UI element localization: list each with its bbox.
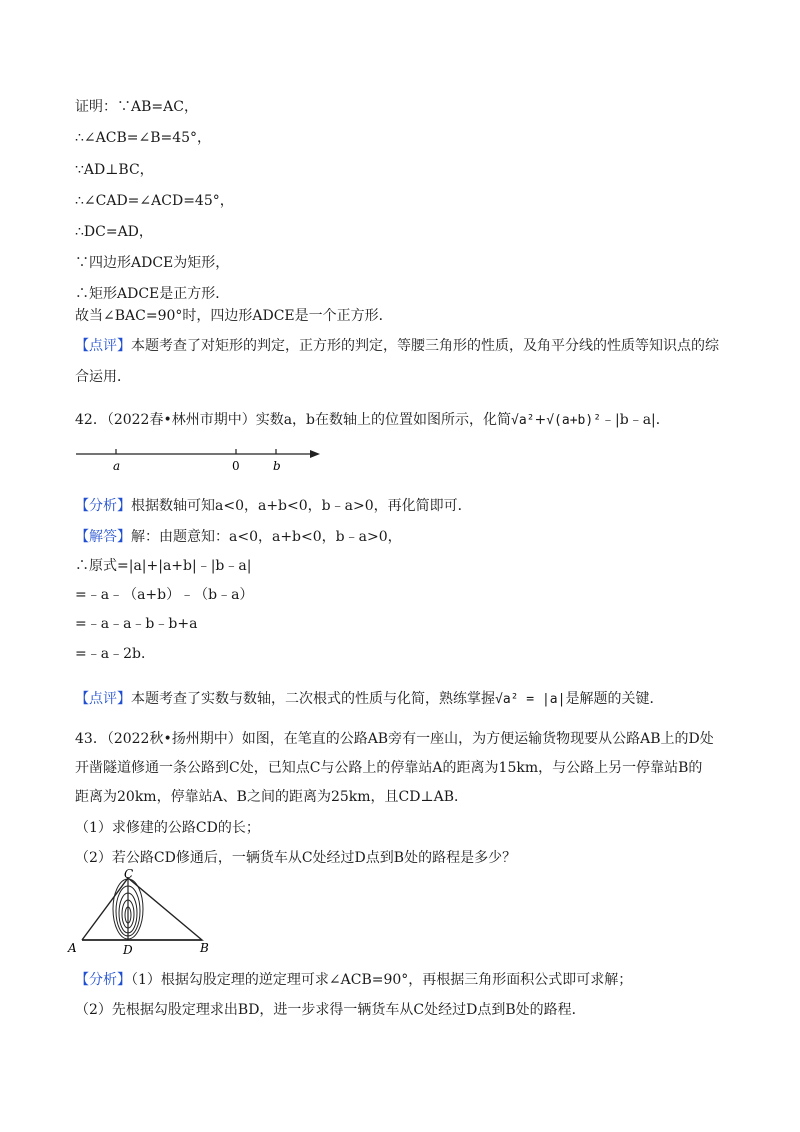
analysis-text-1: （1）根据勾股定理的逆定理可求∠ACB=90°，再根据三角形面积公式即可求解； — [131, 972, 633, 988]
proof-line-6: ∵四边形ADCE为矩形， — [75, 255, 230, 271]
proof-line-5: ∴DC=AD， — [75, 224, 153, 240]
axis-label-zero: 0 — [232, 459, 240, 473]
review-tag: 【点评】 — [75, 338, 131, 354]
review-text: 本题考查了实数与数轴，二次根式的性质与化简，熟练掌握 — [131, 691, 495, 707]
axis-label-a: a — [113, 459, 121, 473]
analysis-tag: 【分析】 — [75, 498, 131, 514]
q43-stem-line-2: 开凿隧道修通一条公路到C处，已知点C与公路上的停靠站A的距离为15km，与公路上另一停靠站B的 — [75, 760, 703, 776]
q42-stem — [75, 410, 670, 431]
label-a: A — [68, 941, 77, 955]
q43-part-1: （1）求修建的公路CD的长； — [75, 820, 260, 836]
q42-stem-text: 42．（2022春•林州市期中）实数a，b在数轴上的位置如图所示，化简 — [75, 412, 512, 428]
axis-label-b: b — [273, 459, 281, 473]
proof-line-1: 证明：∵AB=AC， — [75, 99, 198, 115]
q42-step-2: =﹣a﹣（a+b）﹣（b﹣a） — [75, 587, 254, 603]
answer-tag: 【解答】 — [75, 529, 131, 545]
q42-answer — [75, 527, 402, 547]
analysis-tag: 【分析】 — [75, 972, 131, 988]
q42-radical-1: √a² — [511, 413, 535, 428]
q43-analysis — [75, 970, 632, 990]
proof-line-2: ∴∠ACB=∠B=45°， — [75, 130, 212, 146]
proof-line-3: ∵AD⊥BC， — [75, 162, 154, 178]
label-b: B — [200, 941, 209, 955]
q42-step-3: =﹣a﹣a﹣b﹣b+a — [75, 616, 198, 632]
proof-line-7: ∴矩形ADCE是正方形． — [75, 286, 230, 302]
q42-step-4: =﹣a﹣2b． — [75, 646, 155, 662]
q43-stem-line-1: 43．（2022秋•扬州期中）如图，在笔直的公路AB旁有一座山，为方便运输货物现要从公路AB上的D处 — [75, 731, 714, 747]
number-line-figure — [70, 440, 330, 476]
label-d: D — [123, 943, 133, 956]
q42-step-1: ∴原式=|a|+|a+b|﹣|b﹣a| — [75, 558, 252, 574]
review-41-cont: 合运用． — [75, 369, 131, 385]
review-text-end: 是解题的关键． — [565, 691, 664, 707]
proof-conclusion: 故当∠BAC=90°时，四边形ADCE是一个正方形． — [75, 308, 393, 324]
q42-review — [75, 689, 663, 710]
review-41 — [75, 336, 719, 356]
triangle-outline — [82, 878, 202, 940]
answer-text: 解：由题意知：a<0，a+b<0，b﹣a>0， — [131, 529, 402, 545]
proof-line-4: ∴∠CAD=∠ACD=45°， — [75, 193, 234, 209]
q42-plus: + — [534, 412, 547, 428]
q43-part-2: （2）若公路CD修通后，一辆货车从C处经过D点到B处的路程是多少？ — [75, 850, 517, 866]
review-tag: 【点评】 — [75, 691, 131, 707]
q43-analysis-2: （2）先根据勾股定理求出BD，进一步求得一辆货车从C处经过D点到B处的路程． — [75, 1002, 586, 1018]
review-formula: √a² = |a| — [495, 692, 566, 707]
q42-tail: ﹣|b﹣a|． — [601, 412, 670, 428]
analysis-text: 根据数轴可知a<0，a+b<0，b﹣a>0，再化简即可． — [131, 498, 472, 514]
q42-radical-2: √(a+b)² — [546, 413, 602, 428]
triangle-mountain-figure — [64, 866, 224, 956]
review-text: 本题考查了对矩形的判定，正方形的判定，等腰三角形的性质，及角平分线的性质等知识点的综 — [131, 338, 719, 354]
label-c: C — [124, 867, 134, 881]
q43-stem-line-3: 距离为20km，停靠站A、B之间的距离为25km，且CD⊥AB． — [75, 789, 469, 805]
q42-analysis — [75, 496, 472, 516]
